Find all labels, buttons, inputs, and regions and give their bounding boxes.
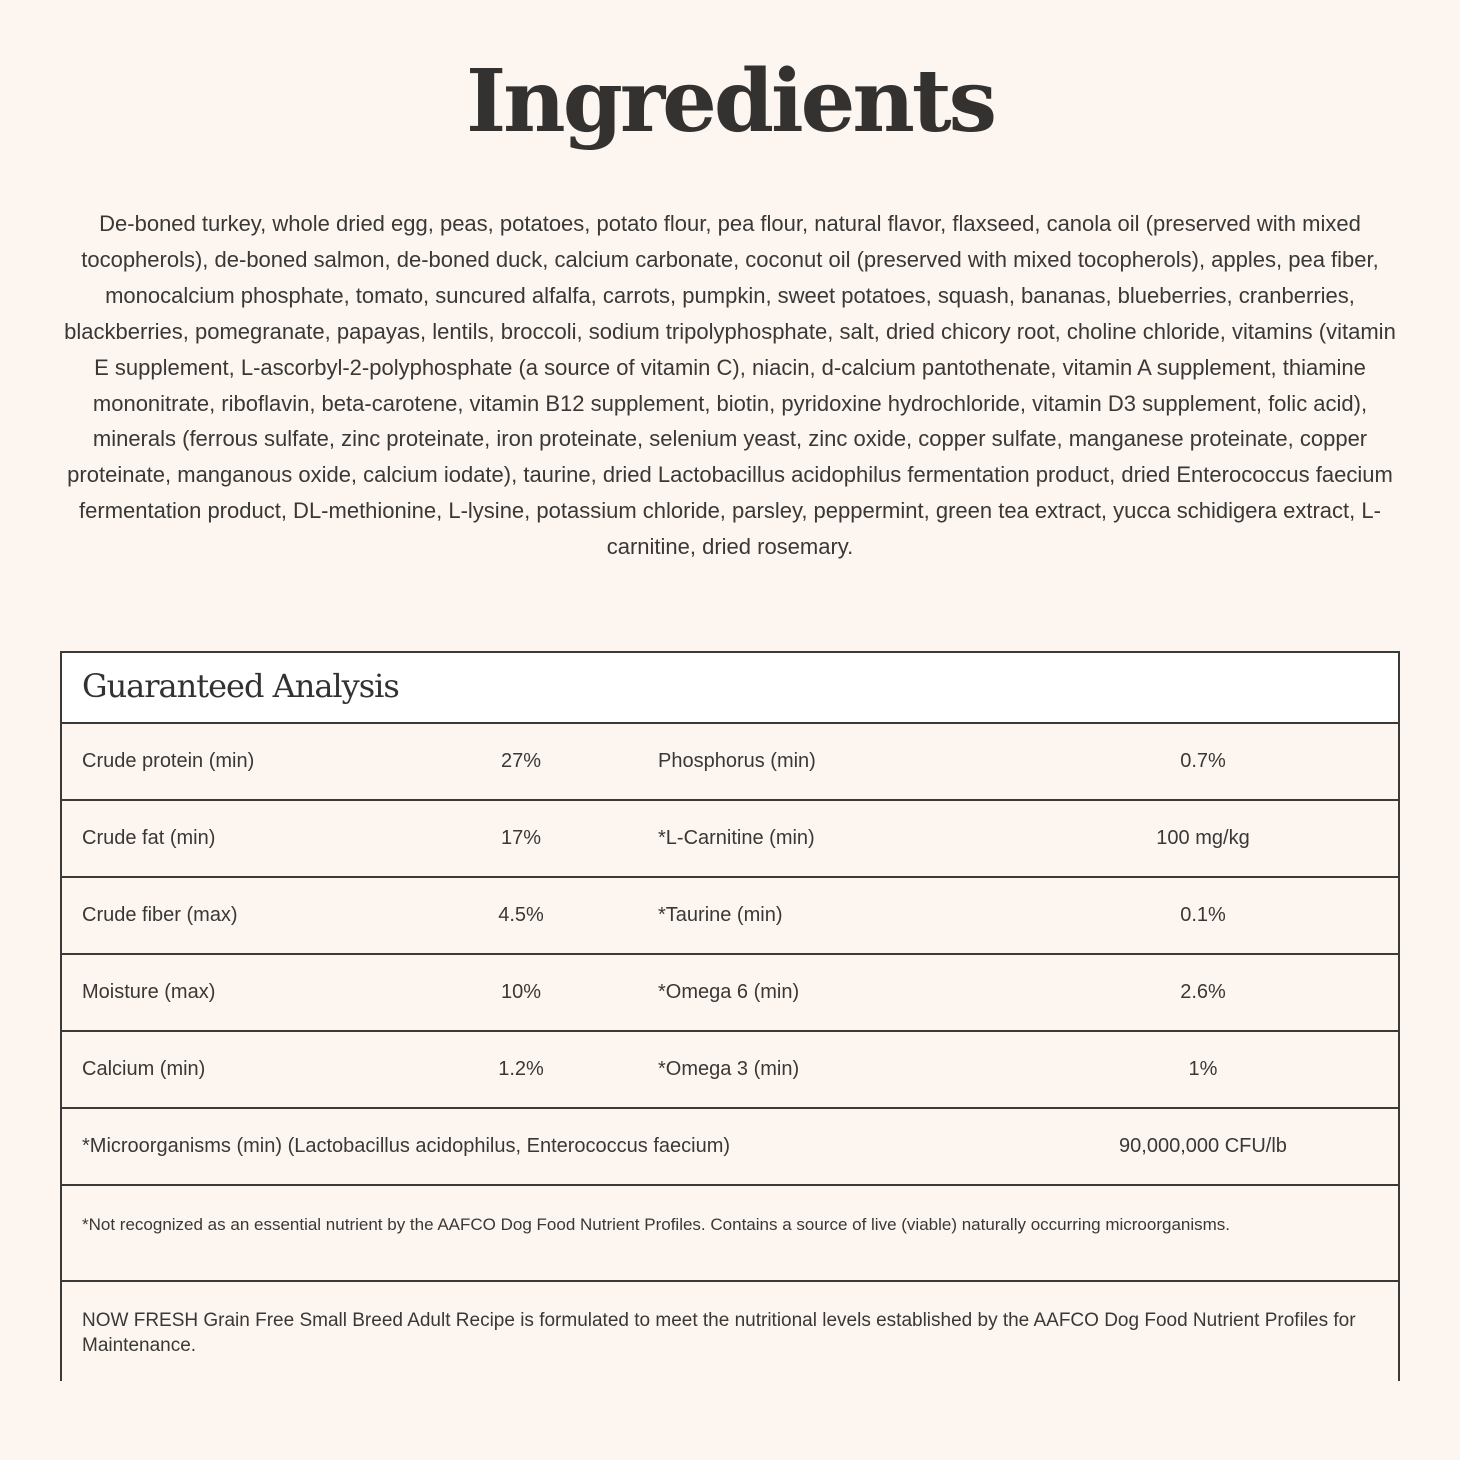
nutrient-value: 10%	[500, 981, 542, 1003]
table-row	[62, 955, 1398, 1032]
nutrient-label: Phosphorus (min)	[658, 750, 816, 772]
nutrient-label: *Taurine (min)	[658, 904, 783, 926]
page-title: Ingredients	[465, 51, 995, 152]
footnote-text: *Not recognized as an essential nutrient by the AAFCO Dog Food Nutrient Profiles. Contains a source of live (viable) naturally occurring microorganisms.	[82, 1215, 1231, 1234]
nutrient-value: 0.1%	[1180, 904, 1226, 926]
nutrient-label: *Omega 6 (min)	[658, 981, 800, 1003]
nutrient-value: 4.5%	[498, 904, 544, 926]
aafco-statement-row	[62, 1282, 1398, 1381]
nutrient-label: Crude fat (min)	[82, 827, 216, 849]
nutrient-value: 1%	[1188, 1058, 1218, 1080]
nutrient-label: *Omega 3 (min)	[658, 1058, 800, 1080]
microorganisms-value: 90,000,000 CFU/lb	[1119, 1135, 1287, 1157]
nutrient-value: 17%	[500, 827, 542, 849]
nutrient-label: Crude protein (min)	[82, 750, 255, 772]
footnote-row	[62, 1186, 1398, 1282]
ingredients-list: De-boned turkey, whole dried egg, peas, potatoes, potato flour, pea flour, natural flavor, flaxseed, canola oil (preserved with mixed tocopherols), de-boned salmon, de-boned duck, calcium carbonate, coconut oil (preserved with mixed tocopherols), apples, pea fiber, monocalcium phosphate, tomato, suncured alfalfa, carrots, pumpkin, sweet potatoes, squash, bananas, blueberries, cranberries, blackberries, pomegranate, papayas, lentils, broccoli, sodium tripolyphosphate, salt, dried chicory root, choline chloride, vitamins (vitamin E supplement, L-ascorbyl-2-polyphosphate (a source of vitamin C), niacin, d-calcium pantothenate, vitamin A supplement, thiamine mononitrate, riboflavin, beta-carotene, vitamin B12 supplement, biotin, pyridoxine hydrochloride, vitamin D3 supplement, folic acid), minerals (ferrous sulfate, zinc proteinate, iron proteinate, selenium yeast, zinc oxide, copper sulfate, manganese proteinate, copper proteinate, manganous oxide, calcium iodate), taurine, dried Lactobacillus acidophilus fermentation product, dried Enterococcus faecium fermentation product, DL-methionine, L-lysine, potassium chloride, parsley, peppermint, green tea extract, yucca schidigera extract, L-carnitine, dried rosemary.	[64, 211, 1396, 560]
nutrient-value: 100 mg/kg	[1156, 827, 1250, 849]
nutrient-label: Crude fiber (max)	[82, 904, 238, 926]
table-row	[62, 1032, 1398, 1109]
nutrient-value: 27%	[500, 750, 542, 772]
microorganisms-label: *Microorganisms (min) (Lactobacillus acidophilus, Enterococcus faecium)	[82, 1135, 731, 1157]
table-row	[62, 724, 1398, 801]
analysis-title: Guaranteed Analysis	[82, 667, 399, 705]
table-row	[62, 801, 1398, 878]
table-row	[62, 878, 1398, 955]
nutrient-label: Moisture (max)	[82, 981, 216, 1003]
microorganisms-row	[62, 1109, 1398, 1186]
nutrient-label: Calcium (min)	[82, 1058, 206, 1080]
nutrient-value: 0.7%	[1180, 750, 1226, 772]
analysis-header	[62, 653, 1398, 724]
guaranteed-analysis-table	[60, 651, 1400, 1381]
nutrient-value: 1.2%	[498, 1058, 544, 1080]
nutrient-value: 2.6%	[1180, 981, 1226, 1003]
nutrient-label: *L-Carnitine (min)	[658, 827, 815, 849]
aafco-statement-text: NOW FRESH Grain Free Small Breed Adult Recipe is formulated to meet the nutritional levels established by the AAFCO Dog Food Nutrient Profiles for Maintenance.	[82, 1310, 1356, 1356]
